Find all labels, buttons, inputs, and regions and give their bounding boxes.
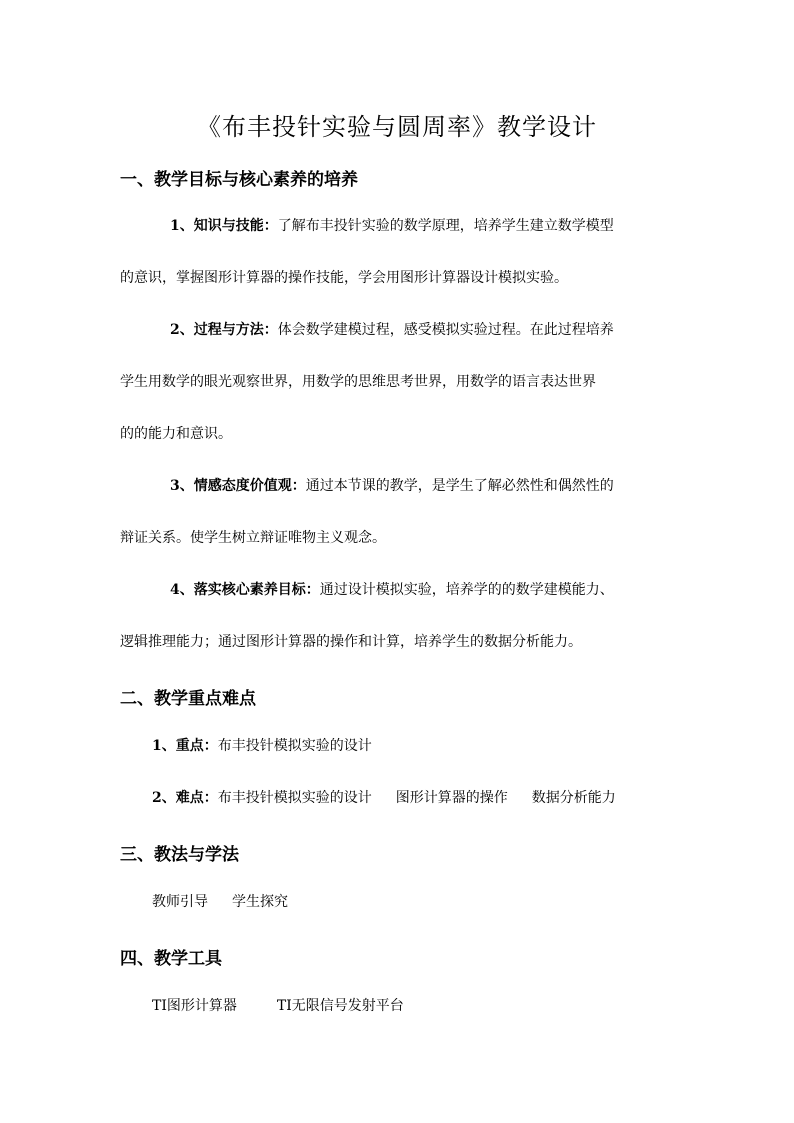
tools-row [152, 996, 404, 1016]
methods-row [152, 892, 288, 912]
tool-item: TI无限信号发射平台 [276, 998, 404, 1014]
paragraph-text: 体会数学建模过程，感受模拟实验过程。在此过程培养 [277, 322, 614, 338]
paragraph-text: 通过设计模拟实验，培养学的的数学建模能力、 [319, 582, 614, 598]
item-text: 图形计算器的操作 [395, 790, 508, 806]
item-lead: 2、难点： [152, 790, 218, 806]
section-heading-goals: 一、教学目标与核心素养的培养 [120, 170, 358, 190]
difficulty-item [152, 788, 616, 808]
paragraph-line: 逻辑推理能力；通过图形计算器的操作和计算，培养学生的数据分析能力。 [120, 634, 582, 650]
paragraph-line [170, 476, 614, 496]
paragraph-lead: 1、知识与技能： [170, 218, 278, 234]
paragraph-line: 辩证关系。使学生树立辩证唯物主义观念。 [120, 530, 386, 546]
paragraph-line [170, 580, 614, 600]
item-text: 布丰投针模拟实验的设计 [217, 738, 372, 754]
paragraph-line: 的意识，掌握图形计算器的操作技能，学会用图形计算器设计模拟实验。 [120, 270, 568, 286]
item-text: 数据分析能力 [531, 790, 616, 806]
key-point-item [152, 736, 372, 756]
tool-item: TI图形计算器 [152, 998, 237, 1014]
paragraph-line [170, 216, 614, 236]
method-item: 学生探究 [232, 894, 288, 910]
paragraph-text: 了解布丰投针实验的数学原理，培养学生建立数学模型 [277, 218, 614, 234]
item-text: 布丰投针模拟实验的设计 [217, 790, 372, 806]
paragraph-line: 学生用数学的眼光观察世界，用数学的思维思考世界，用数学的语言表达世界 [120, 374, 596, 390]
section-heading-methods: 三、教法与学法 [120, 845, 239, 865]
paragraph-line [170, 320, 614, 340]
paragraph-lead: 3、情感态度价值观： [170, 478, 306, 494]
document-title: 《布丰投针实验与圆周率》教学设计 [197, 113, 597, 141]
paragraph-lead: 2、过程与方法： [170, 322, 278, 338]
section-heading-tools: 四、教学工具 [120, 949, 222, 969]
method-item: 教师引导 [152, 894, 208, 910]
paragraph-lead: 4、落实核心素养目标： [170, 582, 320, 598]
paragraph-line: 的的能力和意识。 [120, 426, 232, 442]
item-lead: 1、重点： [152, 738, 218, 754]
paragraph-text: 通过本节课的教学，是学生了解必然性和偶然性的 [305, 478, 614, 494]
section-heading-key-points: 二、教学重点难点 [120, 689, 256, 709]
